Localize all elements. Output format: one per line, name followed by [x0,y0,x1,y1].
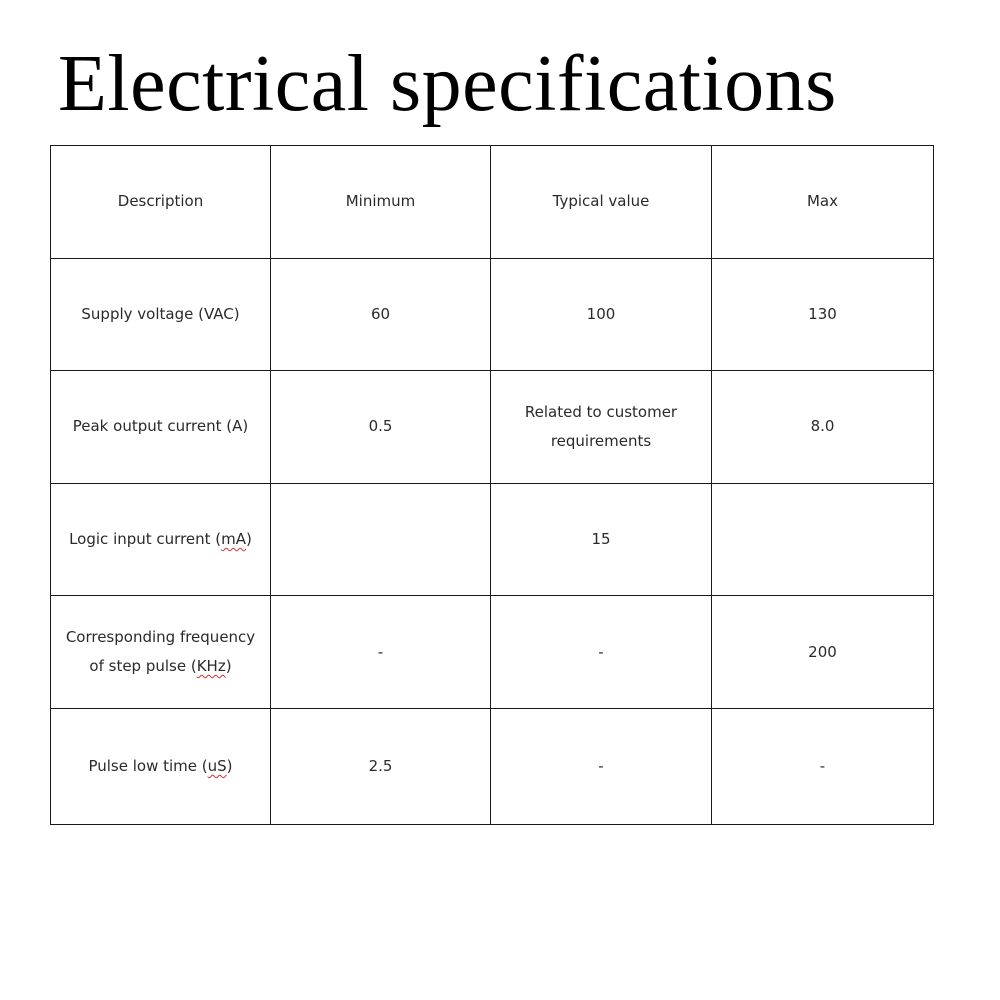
cell-description: Peak output current (A) [51,371,271,484]
cell-minimum: 0.5 [271,371,491,484]
cell-description [51,596,271,709]
cell-typical: - [491,596,712,709]
column-header-typical-value: Typical value [491,146,712,259]
cell-minimum: - [271,596,491,709]
description-suffix: ) [225,657,232,676]
cell-description [51,708,271,824]
table-row [51,371,934,484]
cell-max: - [712,708,934,824]
description-unit: uS [207,756,227,775]
table-header-row [51,146,934,259]
description-prefix: of step pulse ( [89,657,197,676]
cell-typical-line: requirements [550,431,652,450]
cell-typical: 15 [491,483,712,596]
column-header-minimum: Minimum [271,146,491,259]
cell-minimum: 2.5 [271,708,491,824]
cell-minimum [271,483,491,596]
cell-max: 130 [712,258,934,371]
description-line: Corresponding frequency [65,628,256,647]
column-header-description: Description [51,146,271,259]
cell-typical [491,371,712,484]
cell-max: 200 [712,596,934,709]
description-prefix: Pulse low time ( [88,756,208,775]
cell-typical: - [491,708,712,824]
cell-max [712,483,934,596]
table-row [51,483,934,596]
description-prefix: Logic input current ( [69,530,222,549]
specifications-table [50,145,934,825]
description-suffix: ) [226,756,233,775]
cell-description: Supply voltage (VAC) [51,258,271,371]
description-suffix: ) [246,530,252,549]
cell-typical: 100 [491,258,712,371]
cell-typical-line: Related to customer [524,402,678,421]
description-unit: KHz [196,657,226,676]
description-unit: mA [221,530,247,549]
table-row [51,708,934,824]
column-header-max: Max [712,146,934,259]
page-title: Electrical specifications [58,40,837,128]
cell-max: 8.0 [712,371,934,484]
cell-minimum: 60 [271,258,491,371]
table-row [51,596,934,709]
cell-description [51,483,271,596]
table-row [51,258,934,371]
